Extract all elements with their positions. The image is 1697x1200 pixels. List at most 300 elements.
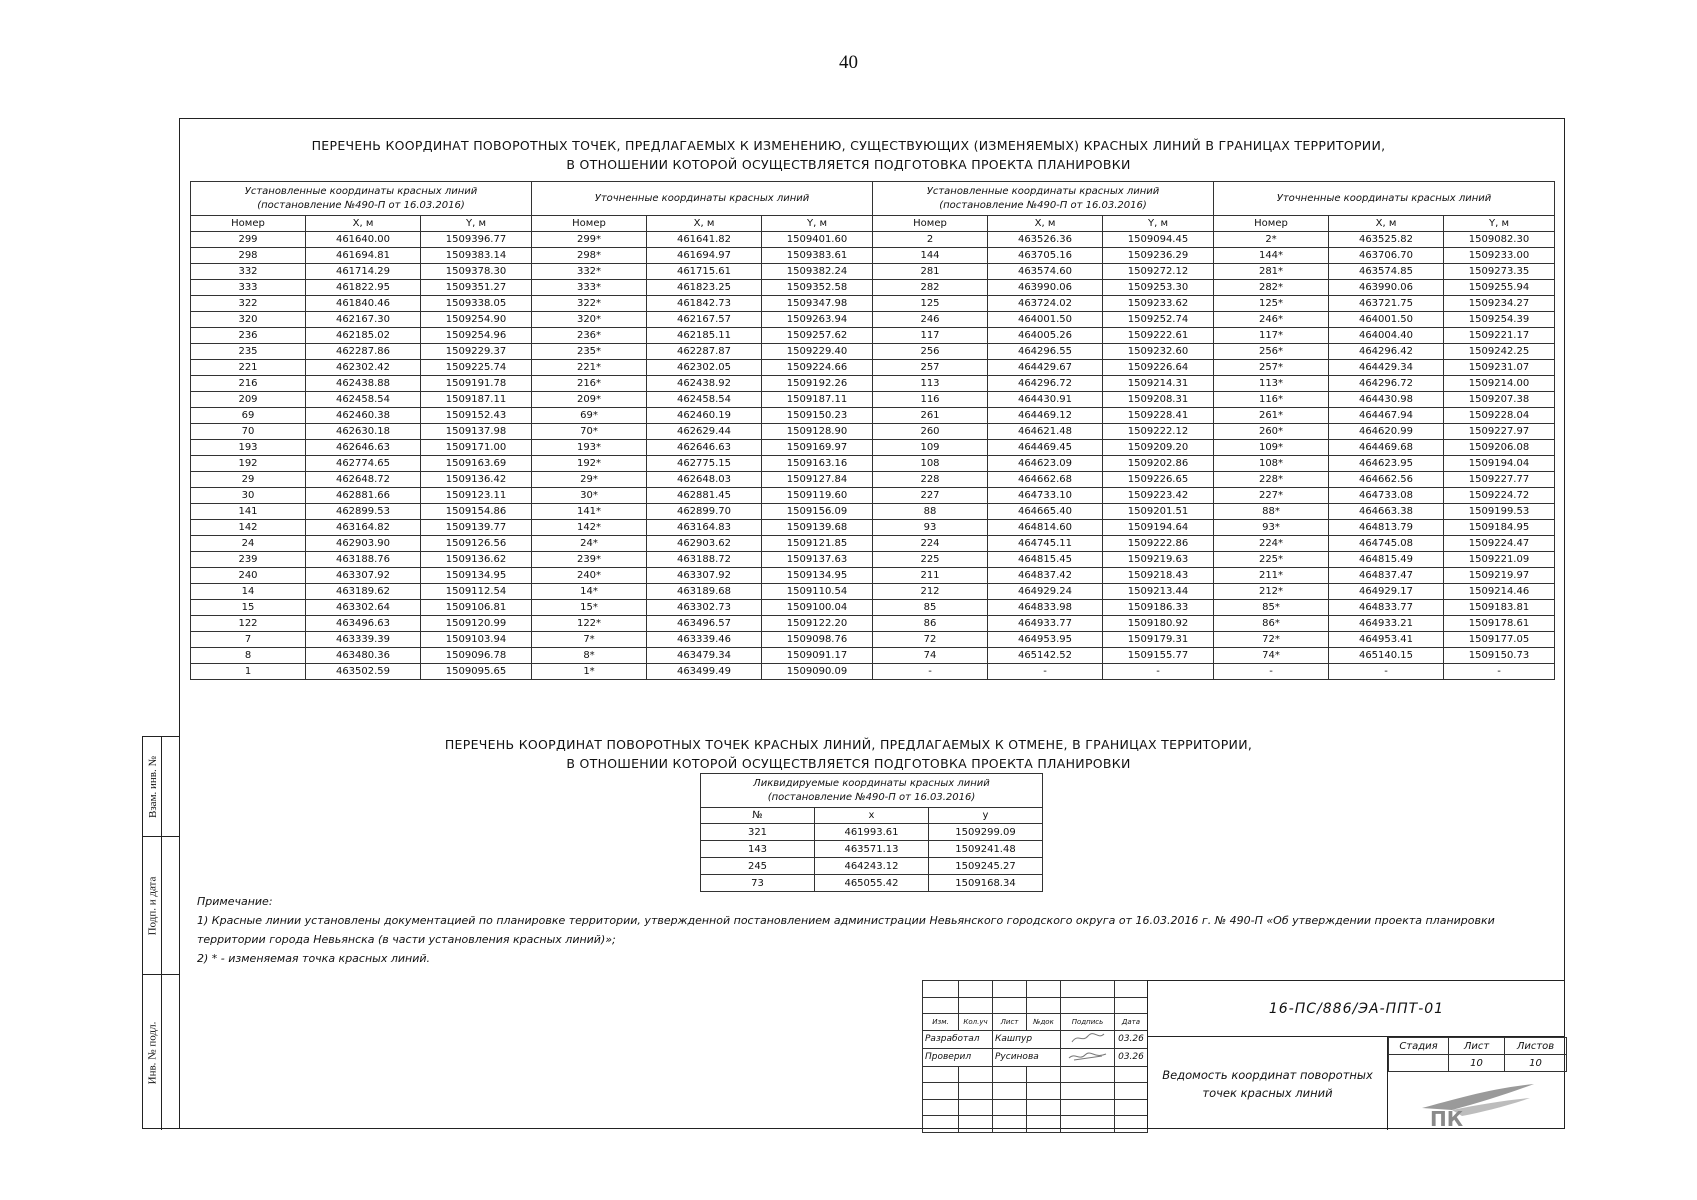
- table-cell: 1509154.86: [421, 504, 532, 520]
- table-row: [191, 280, 1555, 296]
- table-cell: 464621.48: [988, 424, 1103, 440]
- table-cell: 462881.66: [306, 488, 421, 504]
- table-cell: 464429.34: [1329, 360, 1444, 376]
- table-cell: 8*: [532, 648, 647, 664]
- table-cell: 122: [191, 616, 306, 632]
- column-header: Y, м: [1103, 216, 1214, 232]
- table-cell: 1509229.37: [421, 344, 532, 360]
- table-cell: 257*: [1214, 360, 1329, 376]
- table-cell: 461714.29: [306, 264, 421, 280]
- table-row: [191, 232, 1555, 248]
- table-row: [191, 392, 1555, 408]
- table-cell: 464296.72: [988, 376, 1103, 392]
- table-cell: 462302.05: [647, 360, 762, 376]
- table-cell: 116*: [1214, 392, 1329, 408]
- table-cell: 1509155.77: [1103, 648, 1214, 664]
- table-cell: 1509208.31: [1103, 392, 1214, 408]
- table-cell: 1509299.09: [929, 824, 1043, 841]
- table-cell: 464745.11: [988, 536, 1103, 552]
- table-cell: 2*: [1214, 232, 1329, 248]
- table-cell: 216*: [532, 376, 647, 392]
- table-cell: 1509383.61: [762, 248, 873, 264]
- table-cell: 462646.63: [306, 440, 421, 456]
- table-cell: 122*: [532, 616, 647, 632]
- table-cell: 464469.12: [988, 408, 1103, 424]
- sheet-title: Ведомость координат поворотных точек красных линий: [1148, 1037, 1388, 1130]
- table-cell: 462185.11: [647, 328, 762, 344]
- table-cell: 464814.60: [988, 520, 1103, 536]
- page-number: 40: [839, 52, 858, 73]
- table-cell: 1509233.00: [1444, 248, 1555, 264]
- checked-name: Русинова: [993, 1048, 1061, 1066]
- table-cell: 240*: [532, 568, 647, 584]
- table-cell: 461842.73: [647, 296, 762, 312]
- table-cell: 88: [873, 504, 988, 520]
- table-cell: 1509202.86: [1103, 456, 1214, 472]
- table-cell: 1509229.40: [762, 344, 873, 360]
- table-row: [191, 312, 1555, 328]
- table-cell: 1509163.16: [762, 456, 873, 472]
- signature-column-header: №док: [1027, 1014, 1061, 1031]
- table-cell: 1509218.43: [1103, 568, 1214, 584]
- table-cell: 463502.59: [306, 664, 421, 680]
- table-cell: 1509094.45: [1103, 232, 1214, 248]
- table-cell: 1509163.69: [421, 456, 532, 472]
- table-cell: 464733.08: [1329, 488, 1444, 504]
- table-cell: 320: [191, 312, 306, 328]
- table-cell: 464004.40: [1329, 328, 1444, 344]
- table-cell: 1509257.62: [762, 328, 873, 344]
- table-cell: -: [1103, 664, 1214, 680]
- table-cell: 464243.12: [815, 858, 929, 875]
- table-cell: 462438.92: [647, 376, 762, 392]
- table-cell: 142: [191, 520, 306, 536]
- table-cell: 193*: [532, 440, 647, 456]
- table-cell: 461822.95: [306, 280, 421, 296]
- column-header: x: [815, 808, 929, 824]
- table-cell: 322*: [532, 296, 647, 312]
- table-cell: 463188.72: [647, 552, 762, 568]
- table-cell: 1509226.65: [1103, 472, 1214, 488]
- table-cell: 462629.44: [647, 424, 762, 440]
- table-cell: 14*: [532, 584, 647, 600]
- table-cell: 464623.95: [1329, 456, 1444, 472]
- table-cell: 141: [191, 504, 306, 520]
- table-cell: 463339.39: [306, 632, 421, 648]
- table-row: [701, 858, 1043, 875]
- table-cell: 1509177.05: [1444, 632, 1555, 648]
- developed-name: Кашпур: [993, 1030, 1061, 1048]
- table-cell: 246*: [1214, 312, 1329, 328]
- table-cell: 72: [873, 632, 988, 648]
- table-cell: 1509150.23: [762, 408, 873, 424]
- table-cell: 462903.90: [306, 536, 421, 552]
- table-cell: 1509254.90: [421, 312, 532, 328]
- table-cell: 464662.68: [988, 472, 1103, 488]
- table-cell: 1509184.95: [1444, 520, 1555, 536]
- table-row: [191, 600, 1555, 616]
- table-cell: 464745.08: [1329, 536, 1444, 552]
- coordinates-table: [190, 181, 1555, 680]
- table-cell: 464929.17: [1329, 584, 1444, 600]
- table-cell: 462903.62: [647, 536, 762, 552]
- table-cell: 228*: [1214, 472, 1329, 488]
- table-cell: 141*: [532, 504, 647, 520]
- table-cell: 464430.91: [988, 392, 1103, 408]
- table-row: [191, 296, 1555, 312]
- table-row: [191, 520, 1555, 536]
- table-cell: 1509112.54: [421, 584, 532, 600]
- table-cell: 1509241.48: [929, 841, 1043, 858]
- table-cell: 1509221.09: [1444, 552, 1555, 568]
- table-cell: 463188.76: [306, 552, 421, 568]
- table-cell: 1509219.63: [1103, 552, 1214, 568]
- table-cell: 465055.42: [815, 875, 929, 892]
- checked-date: 03.26: [1115, 1048, 1148, 1066]
- column-header: Y, м: [421, 216, 532, 232]
- table-cell: 1509214.31: [1103, 376, 1214, 392]
- table-cell: 462648.72: [306, 472, 421, 488]
- document-code: 16-ПС/886/ЭА-ППТ-01: [1148, 981, 1565, 1037]
- table-cell: 1509228.04: [1444, 408, 1555, 424]
- table-cell: 228: [873, 472, 988, 488]
- table-cell: 464933.21: [1329, 616, 1444, 632]
- table-cell: 464662.56: [1329, 472, 1444, 488]
- table-cell: 1509236.29: [1103, 248, 1214, 264]
- table-cell: 462287.86: [306, 344, 421, 360]
- table-cell: 1509180.92: [1103, 616, 1214, 632]
- title-main: [1147, 980, 1565, 1129]
- signature-column-header: Изм.: [923, 1014, 959, 1031]
- table-cell: 1509106.81: [421, 600, 532, 616]
- table-cell: 1509096.78: [421, 648, 532, 664]
- table-row: [191, 552, 1555, 568]
- table-cell: 463721.75: [1329, 296, 1444, 312]
- table-cell: 463164.83: [647, 520, 762, 536]
- table-cell: 7*: [532, 632, 647, 648]
- table-cell: 462167.30: [306, 312, 421, 328]
- developed-date: 03.26: [1115, 1030, 1148, 1048]
- table-cell: 1509219.97: [1444, 568, 1555, 584]
- table-cell: 70*: [532, 424, 647, 440]
- table-cell: 125: [873, 296, 988, 312]
- table-cell: 1509123.11: [421, 488, 532, 504]
- title-block: [922, 980, 1565, 1129]
- column-header: X, м: [306, 216, 421, 232]
- table-cell: 1509156.09: [762, 504, 873, 520]
- table-cell: 93*: [1214, 520, 1329, 536]
- table-cell: 1509179.31: [1103, 632, 1214, 648]
- table-cell: 93: [873, 520, 988, 536]
- table-cell: 464663.38: [1329, 504, 1444, 520]
- signature-column-header: Кол.уч: [959, 1014, 993, 1031]
- table-cell: 461641.82: [647, 232, 762, 248]
- table-cell: 15: [191, 600, 306, 616]
- table-cell: 1*: [532, 664, 647, 680]
- table-row: [701, 841, 1043, 858]
- table-cell: 1509351.27: [421, 280, 532, 296]
- signature-table: [922, 980, 1148, 1133]
- table-cell: 1509194.04: [1444, 456, 1555, 472]
- table-cell: 1509121.85: [762, 536, 873, 552]
- table-cell: 464953.41: [1329, 632, 1444, 648]
- table-cell: 1509187.11: [762, 392, 873, 408]
- table-cell: 1509187.11: [421, 392, 532, 408]
- table-cell: 1509209.20: [1103, 440, 1214, 456]
- table-cell: 1509382.24: [762, 264, 873, 280]
- column-header: Номер: [191, 216, 306, 232]
- table-cell: 113*: [1214, 376, 1329, 392]
- table-cell: 462881.45: [647, 488, 762, 504]
- table-cell: 1509139.77: [421, 520, 532, 536]
- table-row: [191, 616, 1555, 632]
- table-cell: 143: [701, 841, 815, 858]
- column-header: Номер: [532, 216, 647, 232]
- table-cell: 256: [873, 344, 988, 360]
- table-cell: 236: [191, 328, 306, 344]
- table-cell: 69: [191, 408, 306, 424]
- table-cell: 240: [191, 568, 306, 584]
- table-cell: 464837.47: [1329, 568, 1444, 584]
- table-cell: 464933.77: [988, 616, 1103, 632]
- svg-text:ПК: ПК: [1430, 1107, 1464, 1128]
- table-cell: 1509137.63: [762, 552, 873, 568]
- table-cell: 1509254.96: [421, 328, 532, 344]
- table-cell: 1509223.42: [1103, 488, 1214, 504]
- table-cell: 117: [873, 328, 988, 344]
- table-cell: 1509150.73: [1444, 648, 1555, 664]
- table-cell: 299*: [532, 232, 647, 248]
- table-cell: 462775.15: [647, 456, 762, 472]
- table-cell: 1509224.66: [762, 360, 873, 376]
- group-header: Уточненные координаты красных линий: [1214, 182, 1555, 216]
- checker-row: [923, 1048, 1148, 1066]
- table-cell: 261*: [1214, 408, 1329, 424]
- table-cell: 1509224.72: [1444, 488, 1555, 504]
- table-cell: 1509110.54: [762, 584, 873, 600]
- table-cell: 30*: [532, 488, 647, 504]
- table-cell: 463479.34: [647, 648, 762, 664]
- table-cell: 1509186.33: [1103, 600, 1214, 616]
- table-cell: 1509136.42: [421, 472, 532, 488]
- table-cell: 227*: [1214, 488, 1329, 504]
- table-cell: 462460.38: [306, 408, 421, 424]
- table-cell: 108*: [1214, 456, 1329, 472]
- removed-heading-line1: ПЕРЕЧЕНЬ КООРДИНАТ ПОВОРОТНЫХ ТОЧЕК КРАСНЫХ ЛИНИЙ, ПРЕДЛАГАЕМЫХ К ОТМЕНЕ, В ГРАНИЦАХ ТЕРРИТОРИИ,: [444, 737, 1253, 752]
- table-cell: 464430.98: [1329, 392, 1444, 408]
- table-cell: 332: [191, 264, 306, 280]
- table-cell: 332*: [532, 264, 647, 280]
- group-header: Установленные координаты красных линий (постановление №490-П от 16.03.2016): [873, 182, 1214, 216]
- table-cell: -: [1329, 664, 1444, 680]
- table-cell: -: [873, 664, 988, 680]
- table-cell: 1509214.00: [1444, 376, 1555, 392]
- table-row: [191, 504, 1555, 520]
- table-row: [191, 584, 1555, 600]
- table-cell: 1509228.41: [1103, 408, 1214, 424]
- table-cell: 1509120.99: [421, 616, 532, 632]
- table-cell: 260: [873, 424, 988, 440]
- signature-column-header: Подпись: [1061, 1014, 1115, 1031]
- table-cell: 85: [873, 600, 988, 616]
- table-cell: 464837.42: [988, 568, 1103, 584]
- table-cell: 1509183.81: [1444, 600, 1555, 616]
- table-cell: 463307.92: [647, 568, 762, 584]
- table-cell: 1509225.74: [421, 360, 532, 376]
- table-cell: 1509352.58: [762, 280, 873, 296]
- table-cell: 73: [701, 875, 815, 892]
- table-cell: 2: [873, 232, 988, 248]
- table-row: [191, 664, 1555, 680]
- table-cell: 463571.13: [815, 841, 929, 858]
- table-cell: 320*: [532, 312, 647, 328]
- table-cell: 1509231.07: [1444, 360, 1555, 376]
- table-cell: 1509134.95: [421, 568, 532, 584]
- table-cell: 463574.60: [988, 264, 1103, 280]
- coordinates-table-body: [191, 232, 1555, 680]
- table-cell: 1509137.98: [421, 424, 532, 440]
- checked-label: Проверил: [923, 1048, 993, 1066]
- table-cell: 69*: [532, 408, 647, 424]
- table-cell: 1509134.95: [762, 568, 873, 584]
- table-cell: 464429.67: [988, 360, 1103, 376]
- table-row: [191, 376, 1555, 392]
- table-cell: 1509169.97: [762, 440, 873, 456]
- signature-column-header: Лист: [993, 1014, 1027, 1031]
- column-header: Y, м: [1444, 216, 1555, 232]
- table-cell: 1509082.30: [1444, 232, 1555, 248]
- table-row: [191, 472, 1555, 488]
- table-cell: 299: [191, 232, 306, 248]
- table-cell: 1509222.61: [1103, 328, 1214, 344]
- column-header: Номер: [1214, 216, 1329, 232]
- table-cell: 1509222.86: [1103, 536, 1214, 552]
- table-cell: 1509252.74: [1103, 312, 1214, 328]
- group-header: Установленные координаты красных линий (постановление №490-П от 16.03.2016): [191, 182, 532, 216]
- table-cell: 461993.61: [815, 824, 929, 841]
- removed-group-header: Ликвидируемые координаты красных линий (постановление №490-П от 16.03.2016): [701, 774, 1043, 808]
- table-row: [191, 248, 1555, 264]
- table-cell: 298: [191, 248, 306, 264]
- table-cell: 463164.82: [306, 520, 421, 536]
- table-cell: 461694.81: [306, 248, 421, 264]
- table-cell: 1509401.60: [762, 232, 873, 248]
- table-cell: 1509245.27: [929, 858, 1043, 875]
- table-cell: 225: [873, 552, 988, 568]
- table-cell: 463990.06: [988, 280, 1103, 296]
- stage-label: Стадия: [1389, 1038, 1449, 1055]
- table-cell: 1509194.64: [1103, 520, 1214, 536]
- table-row: [701, 875, 1043, 892]
- table-cell: 464623.09: [988, 456, 1103, 472]
- table-cell: 14: [191, 584, 306, 600]
- table-cell: 1509126.56: [421, 536, 532, 552]
- note-item-1: 1) Красные линии установлены документацией по планировке территории, утвержденной постановлением администрации Невьянского городского округа от 16.03.2016 г. № 490-П «Об утверждении проекта планировки территории города Невьянска (в части установления красных линий)»;: [197, 914, 1495, 946]
- table-cell: 463706.70: [1329, 248, 1444, 264]
- table-cell: 463189.62: [306, 584, 421, 600]
- table-row: [191, 344, 1555, 360]
- table-cell: 256*: [1214, 344, 1329, 360]
- table-cell: 236*: [532, 328, 647, 344]
- table-row: [191, 408, 1555, 424]
- table-cell: 462646.63: [647, 440, 762, 456]
- table-cell: 227: [873, 488, 988, 504]
- table-cell: 235*: [532, 344, 647, 360]
- signature-column-headers: [923, 1014, 1148, 1031]
- table-cell: 464296.42: [1329, 344, 1444, 360]
- table-cell: 464005.26: [988, 328, 1103, 344]
- table-cell: 463189.68: [647, 584, 762, 600]
- table-cell: 109: [873, 440, 988, 456]
- table-cell: 1509234.27: [1444, 296, 1555, 312]
- table-cell: 464296.55: [988, 344, 1103, 360]
- table-cell: 192: [191, 456, 306, 472]
- table-cell: 462899.53: [306, 504, 421, 520]
- table-cell: 212*: [1214, 584, 1329, 600]
- table-cell: 1509178.61: [1444, 616, 1555, 632]
- table-cell: 113: [873, 376, 988, 392]
- table-cell: 24: [191, 536, 306, 552]
- column-header: Номер: [873, 216, 988, 232]
- table-cell: 29*: [532, 472, 647, 488]
- table-cell: 1509396.77: [421, 232, 532, 248]
- table-cell: 462167.57: [647, 312, 762, 328]
- table-cell: 221*: [532, 360, 647, 376]
- table-cell: 464469.45: [988, 440, 1103, 456]
- table-cell: 462287.87: [647, 344, 762, 360]
- table-cell: 209: [191, 392, 306, 408]
- table-cell: 193: [191, 440, 306, 456]
- table-cell: 74*: [1214, 648, 1329, 664]
- table-cell: 464001.50: [1329, 312, 1444, 328]
- table-cell: 463724.02: [988, 296, 1103, 312]
- table-cell: 1509168.34: [929, 875, 1043, 892]
- table-cell: 224*: [1214, 536, 1329, 552]
- table-cell: 257: [873, 360, 988, 376]
- table-cell: 1509103.94: [421, 632, 532, 648]
- column-header: №: [701, 808, 815, 824]
- table-cell: 224: [873, 536, 988, 552]
- table-cell: 1509242.25: [1444, 344, 1555, 360]
- table-cell: 209*: [532, 392, 647, 408]
- table-cell: 1509122.20: [762, 616, 873, 632]
- table-cell: 464733.10: [988, 488, 1103, 504]
- side-label-inventory: Инв. № подл.: [144, 975, 162, 1130]
- table-cell: 1509273.35: [1444, 264, 1555, 280]
- table-cell: 1509095.65: [421, 664, 532, 680]
- table-cell: 70: [191, 424, 306, 440]
- table-cell: 464665.40: [988, 504, 1103, 520]
- table-cell: 1509224.47: [1444, 536, 1555, 552]
- table-cell: 464929.24: [988, 584, 1103, 600]
- table-cell: 462302.42: [306, 360, 421, 376]
- main-heading-line1: ПЕРЕЧЕНЬ КООРДИНАТ ПОВОРОТНЫХ ТОЧЕК, ПРЕДЛАГАЕМЫХ К ИЗМЕНЕНИЮ, СУЩЕСТВУЮЩИХ (ИЗМЕНЯЕМЫХ) КРАСНЫХ ЛИНИЙ В ГРАНИЦАХ ТЕРРИТОРИИ,: [311, 138, 1386, 153]
- table-cell: 261: [873, 408, 988, 424]
- table-row: [191, 632, 1555, 648]
- table-cell: 116: [873, 392, 988, 408]
- table-cell: 1509128.90: [762, 424, 873, 440]
- table-cell: 333: [191, 280, 306, 296]
- column-header-row: [191, 216, 1555, 232]
- column-header: y: [929, 808, 1043, 824]
- table-cell: 1509206.08: [1444, 440, 1555, 456]
- table-cell: 72*: [1214, 632, 1329, 648]
- table-cell: 1509139.68: [762, 520, 873, 536]
- table-cell: 465142.52: [988, 648, 1103, 664]
- table-cell: 125*: [1214, 296, 1329, 312]
- table-cell: 1509383.14: [421, 248, 532, 264]
- table-cell: 282: [873, 280, 988, 296]
